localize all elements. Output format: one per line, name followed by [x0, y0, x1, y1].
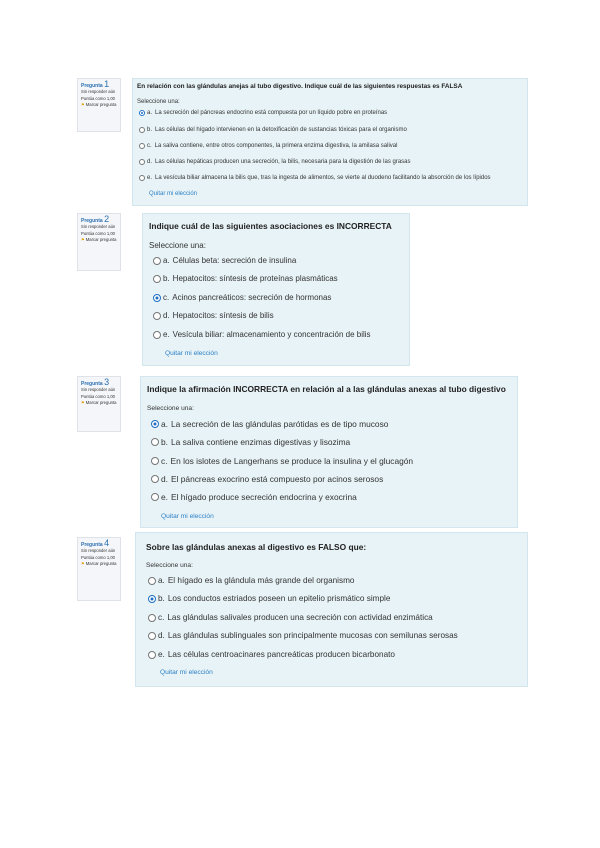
option-letter: b. [147, 127, 153, 133]
option-letter: b. [158, 594, 165, 603]
question-mark: Puntúa como 1,00 [81, 393, 115, 399]
radio-button[interactable] [148, 614, 156, 622]
radio-button[interactable] [139, 127, 145, 133]
question-text: Indique la afirmación INCORRECTA en relación al a las glándulas anexas al tubo digestivo [147, 384, 506, 394]
question-box-2 [142, 213, 410, 366]
select-one-label: Seleccione una: [137, 99, 180, 105]
radio-button[interactable] [151, 420, 159, 428]
flag-icon: ⚑ [81, 236, 85, 242]
option-b[interactable] [148, 594, 390, 603]
question-box-3 [140, 376, 518, 528]
radio-button[interactable] [139, 143, 145, 149]
flag-question-link[interactable] [81, 561, 117, 567]
option-b[interactable] [139, 127, 407, 133]
question-box-1 [132, 78, 528, 206]
flag-label: Marcar pregunta [85, 236, 117, 242]
radio-button[interactable] [151, 493, 159, 501]
option-letter: e. [147, 175, 153, 181]
question-number: 4 [104, 538, 110, 548]
option-text: Células beta: secreción de insulina [172, 256, 297, 265]
question-status: Sin responder aún [81, 89, 116, 95]
question-number: 2 [104, 214, 110, 224]
question-status: Sin responder aún [81, 548, 116, 554]
question-info-1 [77, 78, 121, 132]
radio-button[interactable] [148, 632, 156, 640]
option-letter: a. [158, 576, 165, 585]
option-e[interactable] [153, 330, 371, 339]
option-e[interactable] [139, 175, 491, 181]
flag-label: Marcar pregunta [85, 101, 117, 107]
question-mark: Puntúa como 1,00 [81, 230, 115, 236]
flag-icon: ⚑ [81, 399, 85, 405]
radio-button[interactable] [153, 294, 161, 302]
option-text: El hígado es la glándula más grande del organismo [167, 576, 355, 585]
option-c[interactable] [151, 456, 413, 466]
option-letter: e. [158, 650, 165, 659]
option-text: La saliva contiene, entre otros componentes, la primera enzima digestiva, la amilasa salival [154, 143, 398, 149]
radio-button[interactable] [139, 159, 145, 165]
option-text: Hepatocitos: síntesis de proteínas plasmáticas [172, 274, 338, 283]
clear-choice-link[interactable]: Quitar mi elección [161, 513, 214, 520]
option-letter: d. [158, 631, 165, 640]
option-text: Hepatocitos: síntesis de bilis [172, 311, 274, 320]
flag-icon: ⚑ [81, 560, 85, 566]
question-text: Sobre las glándulas anexas al digestivo es FALSO que: [146, 542, 367, 552]
option-text: El hígado produce secreción endocrina y exocrina [171, 492, 357, 502]
radio-button[interactable] [153, 275, 161, 283]
option-text: Las glándulas sublinguales son principalmente mucosas con semilunas serosas [167, 631, 458, 640]
question-text: En relación con las glándulas anejas al tubo digestivo. Indique cuál de las siguientes respuestas es FALSA [137, 83, 463, 90]
select-one-label: Seleccione una: [149, 241, 206, 250]
option-text: Las células centroacinares pancreáticas producen bicarbonato [167, 650, 395, 659]
flag-icon: ⚑ [81, 101, 85, 107]
question-box-4 [135, 532, 528, 687]
option-letter: a. [161, 419, 168, 429]
option-text: En los islotes de Langerhans se produce la insulina y el glucagón [170, 456, 414, 466]
option-e[interactable] [151, 492, 357, 502]
question-info-4 [77, 537, 121, 601]
radio-button[interactable] [151, 457, 159, 465]
option-text: Vesícula biliar: almacenamiento y concentración de bilis [172, 330, 371, 339]
option-letter: d. [161, 474, 168, 484]
option-c[interactable] [139, 143, 397, 149]
question-label: Pregunta [81, 83, 103, 89]
flag-question-link[interactable] [81, 400, 117, 406]
flag-question-link[interactable] [81, 237, 117, 243]
question-label: Pregunta [81, 381, 103, 387]
radio-button[interactable] [151, 475, 159, 483]
select-one-label: Seleccione una: [146, 562, 193, 569]
option-a[interactable] [139, 110, 387, 116]
option-text: Acinos pancreáticos: secreción de hormonas [172, 293, 332, 302]
question-text: Indique cuál de las siguientes asociaciones es INCORRECTA [149, 221, 392, 231]
question-mark: Puntúa como 1,00 [81, 95, 115, 101]
radio-button[interactable] [139, 110, 145, 116]
option-a[interactable] [151, 419, 388, 429]
option-letter: b. [163, 274, 170, 283]
option-e[interactable] [148, 650, 395, 659]
clear-choice-link[interactable]: Quitar mi elección [165, 350, 218, 357]
option-text: La vesícula biliar almacena la bilis que, tras la ingesta de alimentos, se vierte al duodeno facilitando la absorción de los lípidos [155, 175, 491, 181]
question-number: 3 [104, 377, 110, 387]
option-a[interactable] [153, 256, 296, 265]
option-b[interactable] [153, 274, 338, 283]
question-number: 1 [104, 79, 110, 89]
option-text: Las glándulas salivales producen una secreción con actividad enzimática [167, 613, 433, 622]
option-letter: c. [147, 143, 152, 149]
option-letter: e. [163, 330, 170, 339]
option-d[interactable] [148, 631, 458, 640]
radio-button[interactable] [153, 331, 161, 339]
radio-button[interactable] [148, 595, 156, 603]
option-letter: d. [147, 159, 153, 165]
question-label: Pregunta [81, 218, 103, 224]
option-letter: a. [163, 256, 170, 265]
option-c[interactable] [148, 613, 433, 622]
option-letter: d. [163, 311, 170, 320]
radio-button[interactable] [153, 257, 161, 265]
option-c[interactable] [153, 293, 331, 302]
option-text: Los conductos estriados poseen un epitelio prismático simple [167, 594, 391, 603]
option-text: Las células del hígado intervienen en la detoxificación de sustancias tóxicas para el organismo [155, 127, 407, 133]
radio-button[interactable] [148, 577, 156, 585]
option-letter: b. [161, 437, 168, 447]
option-letter: a. [147, 110, 153, 116]
question-status: Sin responder aún [81, 387, 116, 393]
option-letter: c. [163, 293, 170, 302]
radio-button[interactable] [139, 175, 145, 181]
option-letter: c. [161, 456, 168, 466]
option-letter: c. [158, 613, 165, 622]
select-one-label: Seleccione una: [147, 405, 194, 412]
option-a[interactable] [148, 576, 354, 585]
option-b[interactable] [151, 437, 350, 447]
option-text: Las células hepáticas producen una secreción, la bilis, necesaria para la digestión de las grasas [155, 159, 411, 165]
option-text: La secreción de las glándulas parótidas es de tipo mucoso [171, 419, 389, 429]
option-letter: e. [161, 492, 168, 502]
radio-button[interactable] [151, 438, 159, 446]
flag-label: Marcar pregunta [85, 560, 117, 566]
option-d[interactable] [153, 311, 274, 320]
option-d[interactable] [151, 474, 383, 484]
flag-label: Marcar pregunta [85, 399, 117, 405]
radio-button[interactable] [148, 651, 156, 659]
question-mark: Puntúa como 1,00 [81, 554, 115, 560]
option-d[interactable] [139, 159, 411, 165]
question-info-3 [77, 376, 121, 432]
option-text: La saliva contiene enzimas digestivas y lisozima [171, 437, 351, 447]
clear-choice-link[interactable]: Quitar mi elección [149, 191, 198, 197]
flag-question-link[interactable] [81, 102, 117, 108]
question-label: Pregunta [81, 542, 103, 548]
option-text: La secreción del páncreas endocrino está compuesta por un líquido pobre en proteínas [155, 110, 388, 116]
clear-choice-link[interactable]: Quitar mi elección [160, 669, 213, 676]
question-info-2 [77, 213, 121, 271]
radio-button[interactable] [153, 312, 161, 320]
question-status: Sin responder aún [81, 224, 116, 230]
option-text: El páncreas exocrino está compuesto por acinos serosos [171, 474, 384, 484]
